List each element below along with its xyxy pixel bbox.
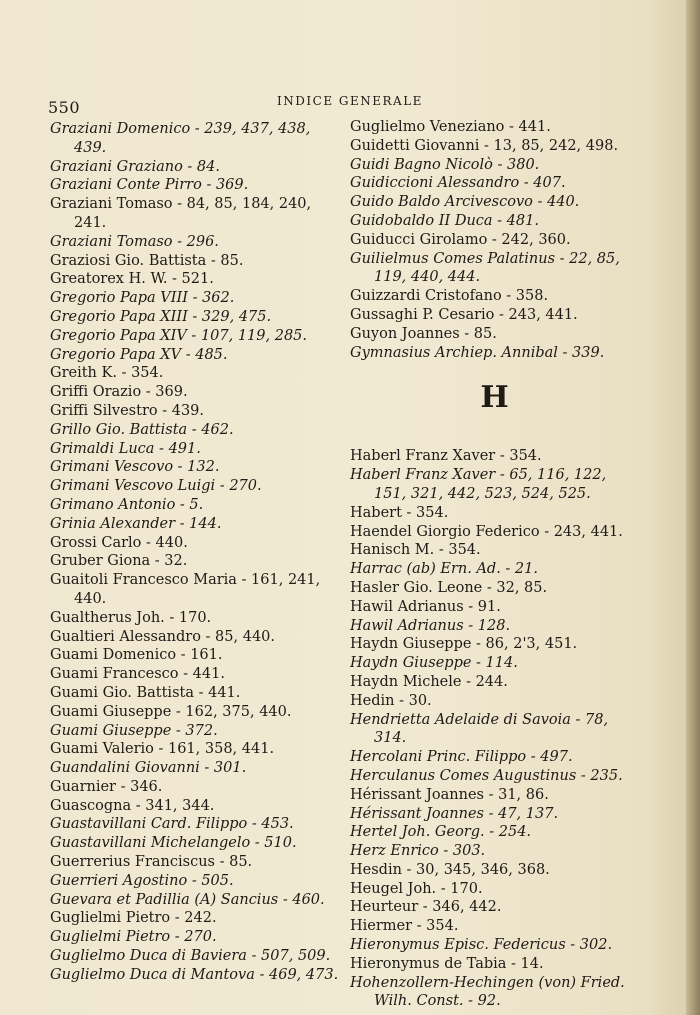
index-entry: Guglielmo Duca di Baviera - 507, 509. xyxy=(50,948,331,965)
index-entry: Hérissant Joannes - 47, 137. xyxy=(350,805,559,822)
index-entry: Greatorex H. W. - 521. xyxy=(50,271,214,288)
index-entry: Heugel Joh. - 170. xyxy=(350,880,483,897)
index-entry: Griffi Orazio - 369. xyxy=(50,384,188,401)
index-entry: Graziani Graziano - 84. xyxy=(50,158,220,175)
index-entry: Guyon Joannes - 85. xyxy=(350,325,497,342)
index-entry: Grimani Vescovo Luigi - 270. xyxy=(50,478,262,495)
index-entry: Haendel Giorgio Federico - 243, 441. xyxy=(350,523,623,540)
running-head: INDICE GENERALE xyxy=(277,94,423,108)
index-entry: Guido Baldo Arcivescovo - 440. xyxy=(350,194,580,211)
index-entry: Guami Domenico - 161. xyxy=(50,647,223,664)
index-entry: Heurteur - 346, 442. xyxy=(350,899,502,916)
index-entry: Hendrietta Adelaide di Savoia - 78, 314. xyxy=(350,711,609,747)
index-entry: Hawil Adrianus - 91. xyxy=(350,598,501,615)
index-entry: Gregorio Papa VIII - 362. xyxy=(50,290,235,307)
index-entry: Guascogna - 341, 344. xyxy=(50,797,215,814)
page-edge-shadow xyxy=(686,0,700,1015)
index-entry: Guerrieri Agostino - 505. xyxy=(50,872,234,889)
index-entry: Hertel Joh. Georg. - 254. xyxy=(350,824,532,841)
index-entry: Guastavillani Card. Filippo - 453. xyxy=(50,816,294,833)
index-entry: Gualtieri Alessandro - 85, 440. xyxy=(50,628,275,645)
index-entry: Haydn Giuseppe - 86, 2'3, 451. xyxy=(350,636,578,653)
index-entry: Graziani Tomaso - 84, 85, 184, 240, 241. xyxy=(50,196,312,231)
index-entry: Guglielmo Duca di Mantova - 469, 473. xyxy=(50,966,339,983)
index-entry: Guaitoli Francesco Maria - 161, 241, 440. xyxy=(50,572,321,607)
index-entry: Hercolani Princ. Filippo - 497. xyxy=(350,749,573,766)
index-entry: Guami Giuseppe - 162, 375, 440. xyxy=(50,703,292,720)
index-group-h xyxy=(350,447,640,1011)
index-entry: Greith K. - 354. xyxy=(50,365,164,382)
index-entry: Guandalini Giovanni - 301. xyxy=(50,760,247,777)
index-entry: Haberl Franz Xaver - 65, 116, 122, 151, 321, 442, 523, 524, 525. xyxy=(350,467,607,502)
index-column-left xyxy=(50,120,340,985)
index-entry: Herculanus Comes Augustinus - 235. xyxy=(350,767,623,784)
index-entry: Hasler Gio. Leone - 32, 85. xyxy=(350,579,548,596)
index-entry: Haydn Michele - 244. xyxy=(350,673,508,690)
index-entry: Guevara et Padillia (A) Sancius - 460. xyxy=(50,891,325,908)
index-group-g xyxy=(350,118,640,362)
page-number: 550 xyxy=(48,98,81,117)
index-entry: Hesdin - 30, 345, 346, 368. xyxy=(350,861,550,878)
index-entry: Herz Enrico - 303. xyxy=(350,843,486,860)
index-entry: Hérissant Joannes - 31, 86. xyxy=(350,786,549,803)
index-entry: Hawil Adrianus - 128. xyxy=(350,617,511,634)
index-entry: Guami Valerio - 161, 358, 441. xyxy=(50,741,275,758)
index-entry: Guami Francesco - 441. xyxy=(50,666,225,683)
section-letter-h: H xyxy=(480,380,510,416)
index-entry: Griffi Silvestro - 439. xyxy=(50,402,205,419)
index-entry: Harrac (ab) Ern. Ad. - 21. xyxy=(350,561,538,578)
index-entry: Graziani Conte Pirro - 369. xyxy=(50,177,249,194)
index-entry: Grimaldi Luca - 491. xyxy=(50,440,201,457)
index-entry: Grimano Antonio - 5. xyxy=(50,496,204,513)
index-entry: Hanisch M. - 354. xyxy=(350,542,481,559)
index-column-right xyxy=(350,118,640,1011)
index-entry: Graziosi Gio. Battista - 85. xyxy=(50,252,244,269)
index-entry: Guidi Bagno Nicolò - 380. xyxy=(350,156,540,173)
index-entry: Guglielmo Veneziano - 441. xyxy=(350,119,551,135)
index-entry: Gruber Giona - 32. xyxy=(50,553,188,570)
index-entry: Guidiccioni Alessandro - 407. xyxy=(350,175,566,192)
index-entry: Gregorio Papa XIV - 107, 119, 285. xyxy=(50,327,308,344)
index-entry: Guidobaldo II Duca - 481. xyxy=(350,212,539,229)
index-entry: Guastavillani Michelangelo - 510. xyxy=(50,835,297,852)
index-entry: Guglielmi Pietro - 242. xyxy=(50,910,217,927)
index-entry: Habert - 354. xyxy=(350,504,449,521)
index-entry: Graziani Domenico - 239, 437, 438, 439. xyxy=(50,121,311,156)
index-entry: Gregorio Papa XV - 485. xyxy=(50,346,228,363)
index-entry: Guami Giuseppe - 372. xyxy=(50,722,218,739)
index-entry: Guglielmi Pietro - 270. xyxy=(50,929,217,946)
index-entry: Grinia Alexander - 144. xyxy=(50,515,222,532)
index-entry: Gussaghi P. Cesario - 243, 441. xyxy=(350,306,578,323)
index-entry: Guami Gio. Battista - 441. xyxy=(50,684,241,701)
index-entry: Graziani Tomaso - 296. xyxy=(50,233,219,250)
index-entry: Gregorio Papa XIII - 329, 475. xyxy=(50,308,272,325)
index-entry: Hiermer - 354. xyxy=(350,918,459,935)
index-entry: Guarnier - 346. xyxy=(50,778,163,795)
index-entry: Gualtherus Joh. - 170. xyxy=(50,609,212,626)
index-entry: Grossi Carlo - 440. xyxy=(50,534,188,551)
index-entry: Hedin - 30. xyxy=(350,692,432,709)
index-entry: Guerrerius Franciscus - 85. xyxy=(50,854,253,871)
index-entry: Grillo Gio. Battista - 462. xyxy=(50,421,234,438)
index-entry: Haydn Giuseppe - 114. xyxy=(350,655,518,672)
index-entry: Haberl Franz Xaver - 354. xyxy=(350,448,542,465)
index-entry: Hieronymus Episc. Federicus - 302. xyxy=(350,937,613,954)
index-entry: Guidetti Giovanni - 13, 85, 242, 498. xyxy=(350,137,619,154)
index-entry: Grimani Vescovo - 132. xyxy=(50,459,220,476)
index-entry: Gymnasius Archiep. Annibal - 339. xyxy=(350,344,605,361)
index-entry: Guizzardi Cristofano - 358. xyxy=(350,288,549,305)
index-entry: Guilielmus Comes Palatinus - 22, 85, 119, 440, 444. xyxy=(350,250,620,286)
index-entry: Hieronymus de Tabia - 14. xyxy=(350,955,544,972)
index-entry: Hohenzollern-Hechingen (von) Fried. Wilh. Const. - 92. xyxy=(350,974,625,1010)
index-entry: Guiducci Girolamo - 242, 360. xyxy=(350,231,571,248)
